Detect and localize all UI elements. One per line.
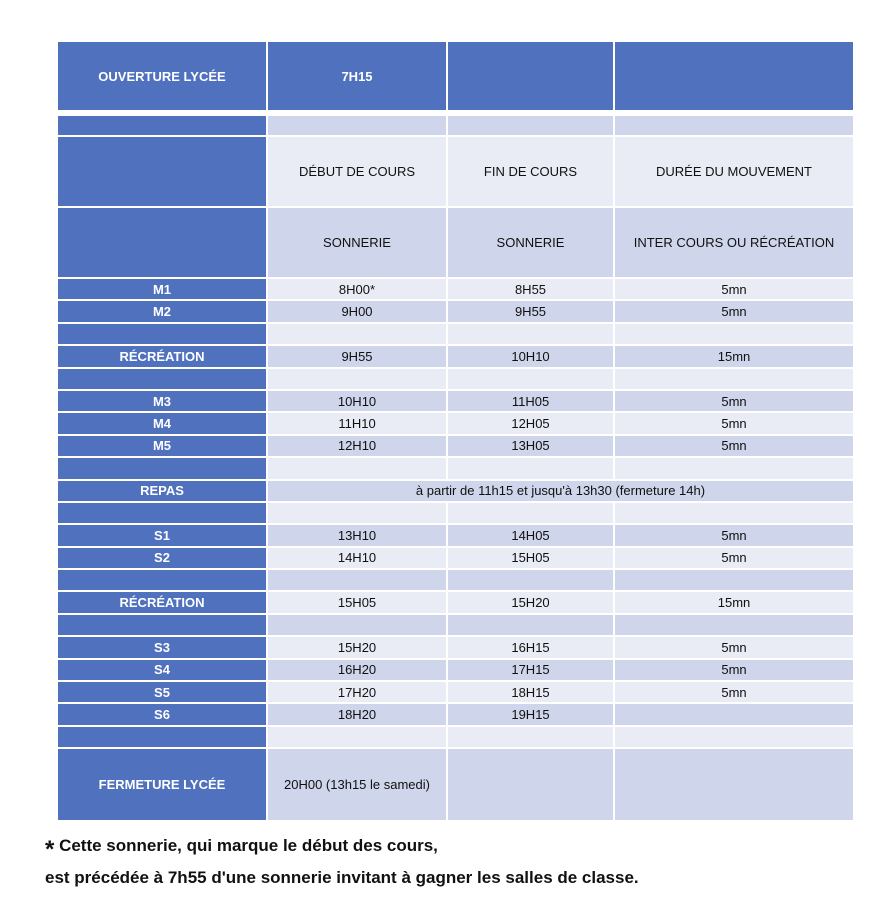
debut-cell: 8H00*: [268, 279, 446, 299]
table-row: [58, 637, 853, 657]
debut-cell: [268, 324, 446, 344]
debut-cell: 10H10: [268, 391, 446, 411]
row-label: RÉCRÉATION: [58, 592, 266, 612]
debut-cell: 9H55: [268, 346, 446, 366]
debut-cell: 12H10: [268, 436, 446, 456]
closing-row: [58, 749, 853, 820]
header-duree: DURÉE DU MOUVEMENT: [615, 137, 853, 206]
table-row: [58, 279, 853, 299]
row-label: REPAS: [58, 481, 266, 501]
table-row: [58, 682, 853, 702]
table-row: [58, 301, 853, 321]
duree-cell: 15mn: [615, 346, 853, 366]
duree-cell: 5mn: [615, 637, 853, 657]
duree-cell: 5mn: [615, 279, 853, 299]
table-row: [58, 615, 853, 635]
debut-cell: 15H05: [268, 592, 446, 612]
opening-time: 7H15: [268, 42, 446, 110]
empty-cell: [448, 116, 613, 135]
fin-cell: [448, 324, 613, 344]
fin-cell: 10H10: [448, 346, 613, 366]
duree-cell: 15mn: [615, 592, 853, 612]
duree-cell: [615, 727, 853, 747]
empty-cell: [448, 749, 613, 820]
duree-cell: 5mn: [615, 548, 853, 568]
fin-cell: 19H15: [448, 704, 613, 724]
debut-cell: [268, 458, 446, 478]
fin-cell: [448, 570, 613, 590]
schedule-table: [58, 42, 853, 820]
debut-cell: 9H00: [268, 301, 446, 321]
debut-cell: 13H10: [268, 525, 446, 545]
debut-cell: 15H20: [268, 637, 446, 657]
row-label: M3: [58, 391, 266, 411]
row-label: S5: [58, 682, 266, 702]
row-label: S3: [58, 637, 266, 657]
table-row: [58, 436, 853, 456]
duree-cell: [615, 324, 853, 344]
header-fin: FIN DE COURS: [448, 137, 613, 206]
row-label: [58, 570, 266, 590]
footnote-line2: est précédée à 7h55 d'une sonnerie invitant à gagner les salles de classe.: [45, 868, 639, 887]
duree-cell: 5mn: [615, 436, 853, 456]
table-row: [58, 413, 853, 433]
subheader-debut: SONNERIE: [268, 208, 446, 277]
row-label: [58, 503, 266, 523]
fin-cell: 15H05: [448, 548, 613, 568]
fin-cell: 17H15: [448, 660, 613, 680]
row-label: S1: [58, 525, 266, 545]
debut-cell: 16H20: [268, 660, 446, 680]
header-debut: DÉBUT DE COURS: [268, 137, 446, 206]
table-row: [58, 346, 853, 366]
opening-row: [58, 42, 853, 110]
debut-cell: [268, 369, 446, 389]
subheader-fin: SONNERIE: [448, 208, 613, 277]
fin-cell: 9H55: [448, 301, 613, 321]
opening-label: OUVERTURE LYCÉE: [58, 42, 266, 110]
empty-cell: [58, 208, 266, 277]
table-row: [58, 727, 853, 747]
table-row: [58, 660, 853, 680]
row-label: [58, 727, 266, 747]
fin-cell: [448, 458, 613, 478]
table-row: [58, 458, 853, 478]
spacer-row: [58, 116, 853, 135]
debut-cell: [268, 727, 446, 747]
row-label: [58, 615, 266, 635]
fin-cell: 11H05: [448, 391, 613, 411]
closing-time: 20H00 (13h15 le samedi): [268, 749, 446, 820]
fin-cell: 13H05: [448, 436, 613, 456]
row-label: S4: [58, 660, 266, 680]
row-label: [58, 324, 266, 344]
row-label: M2: [58, 301, 266, 321]
duree-cell: [615, 369, 853, 389]
footnote-text1: Cette sonnerie, qui marque le début des cours,: [59, 836, 438, 855]
fin-cell: 16H15: [448, 637, 613, 657]
debut-cell: [268, 503, 446, 523]
sub-header-row: [58, 208, 853, 277]
empty-cell: [615, 42, 853, 110]
empty-cell: [615, 116, 853, 135]
empty-cell: [58, 137, 266, 206]
fin-cell: [448, 503, 613, 523]
debut-cell: 17H20: [268, 682, 446, 702]
duree-cell: 5mn: [615, 413, 853, 433]
table-row: [58, 592, 853, 612]
row-label: S2: [58, 548, 266, 568]
duree-cell: 5mn: [615, 682, 853, 702]
table-row: [58, 570, 853, 590]
empty-cell: [448, 42, 613, 110]
duree-cell: [615, 503, 853, 523]
row-label: M5: [58, 436, 266, 456]
debut-cell: [268, 615, 446, 635]
debut-cell: 14H10: [268, 548, 446, 568]
row-label: S6: [58, 704, 266, 724]
duree-cell: 5mn: [615, 301, 853, 321]
duree-cell: 5mn: [615, 525, 853, 545]
fin-cell: 14H05: [448, 525, 613, 545]
table-row: [58, 391, 853, 411]
duree-cell: [615, 704, 853, 724]
fin-cell: 12H05: [448, 413, 613, 433]
row-label: RÉCRÉATION: [58, 346, 266, 366]
table-row: [58, 324, 853, 344]
debut-cell: [268, 570, 446, 590]
table-row: [58, 525, 853, 545]
row-label: [58, 369, 266, 389]
row-label: [58, 458, 266, 478]
duree-cell: [615, 570, 853, 590]
closing-label: FERMETURE LYCÉE: [58, 749, 266, 820]
footnote-star: *: [45, 836, 55, 863]
duree-cell: 5mn: [615, 660, 853, 680]
empty-cell: [268, 116, 446, 135]
table-row: [58, 369, 853, 389]
duree-cell: 5mn: [615, 391, 853, 411]
table-row: [58, 704, 853, 724]
fin-cell: 15H20: [448, 592, 613, 612]
fin-cell: 18H15: [448, 682, 613, 702]
empty-cell: [58, 116, 266, 135]
debut-cell: 18H20: [268, 704, 446, 724]
footnote-line1: [45, 836, 438, 864]
debut-cell: 11H10: [268, 413, 446, 433]
column-header-row: [58, 137, 853, 206]
row-label: M1: [58, 279, 266, 299]
row-span-text: à partir de 11h15 et jusqu'à 13h30 (fermeture 14h): [268, 481, 853, 501]
table-row: [58, 503, 853, 523]
row-label: M4: [58, 413, 266, 433]
table-row: [58, 481, 853, 501]
duree-cell: [615, 615, 853, 635]
duree-cell: [615, 458, 853, 478]
fin-cell: 8H55: [448, 279, 613, 299]
fin-cell: [448, 727, 613, 747]
fin-cell: [448, 369, 613, 389]
table-row: [58, 548, 853, 568]
empty-cell: [615, 749, 853, 820]
fin-cell: [448, 615, 613, 635]
subheader-duree: INTER COURS OU RÉCRÉATION: [615, 208, 853, 277]
